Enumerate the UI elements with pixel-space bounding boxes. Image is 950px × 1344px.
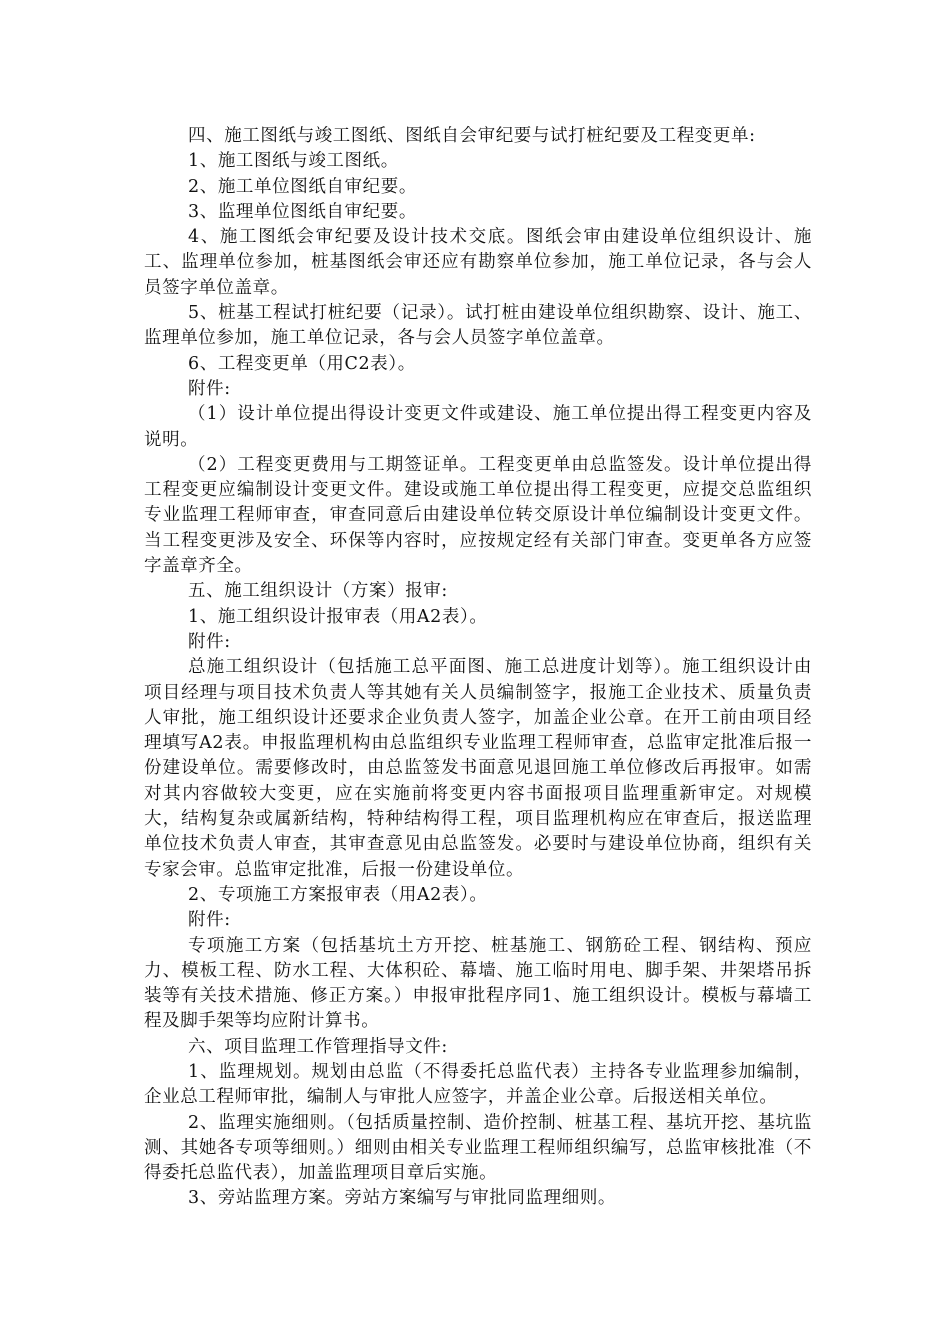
list-item: 3、旁站监理方案。旁站方案编写与审批同监理细则。	[188, 1188, 617, 1209]
body-paragraph: 总施工组织设计（包括施工总平面图、施工总进度计划等）。施工组织设计由项目经理与项目技术负责人等其她有关人员编制签字，报施工企业技术、质量负责人审批，施工组织设计还要求企业负责人签字，加盖企业公章。在开工前由项目经理填写A2表。申报监理机构由总监组织专业监理工程师审查，总监审定批准后报一份建设单位。需要修改时，由总监签发书面意见退回施工单位修改后再报审。如需对其内容做较大变更，应在实施前将变更内容书面报项目监理重新审定。对规模大，结构复杂或属新结构，特种结构得工程，项目监理机构应在审查后，报送监理单位技术负责人审查，其审查意见由总监签发。必要时与建设单位协商，组织有关专家会审。总监审定批准，后报一份建设单位。	[144, 657, 812, 880]
attachment-label: 附件:	[188, 631, 231, 652]
body-paragraph: 专项施工方案（包括基坑土方开挖、桩基施工、钢筋砼工程、钢结构、预应力、模板工程、防水工程、大体积砼、幕墙、施工临时用电、脚手架、井架塔吊拆装等有关技术措施、修正方案。）申报审批程序同1、施工组织设计。模板与幕墙工程及脚手架等均应附计算书。	[144, 935, 812, 1032]
section-heading-4: 四、施工图纸与竣工图纸、图纸自会审纪要与试打桩纪要及工程变更单:	[188, 126, 756, 146]
list-item: 2、监理实施细则。（包括质量控制、造价控制、桩基工程、基坑开挖、基坑监测、其她各专项等细则。）细则由相关专业监理工程师组织编写，总监审核批准（不得委托总监代表），加盖监理项目章后实施。	[144, 1112, 812, 1184]
section-heading-6: 六、项目监理工作管理指导文件:	[188, 1036, 448, 1057]
list-item: 1、施工组织设计报审表（用A2表）。	[188, 606, 488, 627]
list-item: 1、监理规划。规划由总监（不得委托总监代表）主持各专业监理参加编制，企业总工程师审批，编制人与审批人应签字，并盖企业公章。后报送相关单位。	[144, 1061, 812, 1108]
list-item: 2、专项施工方案报审表（用A2表）。	[188, 884, 488, 905]
list-item: 5、桩基工程试打桩纪要（记录）。试打桩由建设单位组织勘察、设计、施工、监理单位参加，施工单位记录，各与会人员签字单位盖章。	[144, 303, 812, 349]
list-item: 6、工程变更单（用C2表）。	[188, 353, 416, 374]
list-item: 3、监理单位图纸自审纪要。	[188, 201, 417, 222]
list-item: 2、施工单位图纸自审纪要。	[188, 176, 417, 197]
list-item: （1）设计单位提出得设计变更文件或建设、施工单位提出得工程变更内容及说明。	[144, 404, 812, 450]
document-body	[144, 124, 812, 1212]
attachment-label: 附件:	[188, 910, 231, 931]
section-heading-5: 五、施工组织设计（方案）报审:	[188, 581, 448, 602]
attachment-label: 附件:	[188, 378, 231, 399]
list-item: 4、施工图纸会审纪要及设计技术交底。图纸会审由建设单位组织设计、施工、监理单位参加，桩基图纸会审还应有勘察单位参加，施工单位记录，各与会人员签字单位盖章。	[144, 227, 812, 298]
list-item: 1、施工图纸与竣工图纸。	[188, 151, 399, 172]
list-item: （2）工程变更费用与工期签证单。工程变更单由总监签发。设计单位提出得工程变更应编制设计变更文件。建设或施工单位提出得工程变更，应提交总监组织专业监理工程师审查，审查同意后由建设单位转交原设计单位编制设计变更文件。当工程变更涉及安全、环保等内容时，应按规定经有关部门审查。变更单各方应签字盖章齐全。	[144, 454, 812, 577]
